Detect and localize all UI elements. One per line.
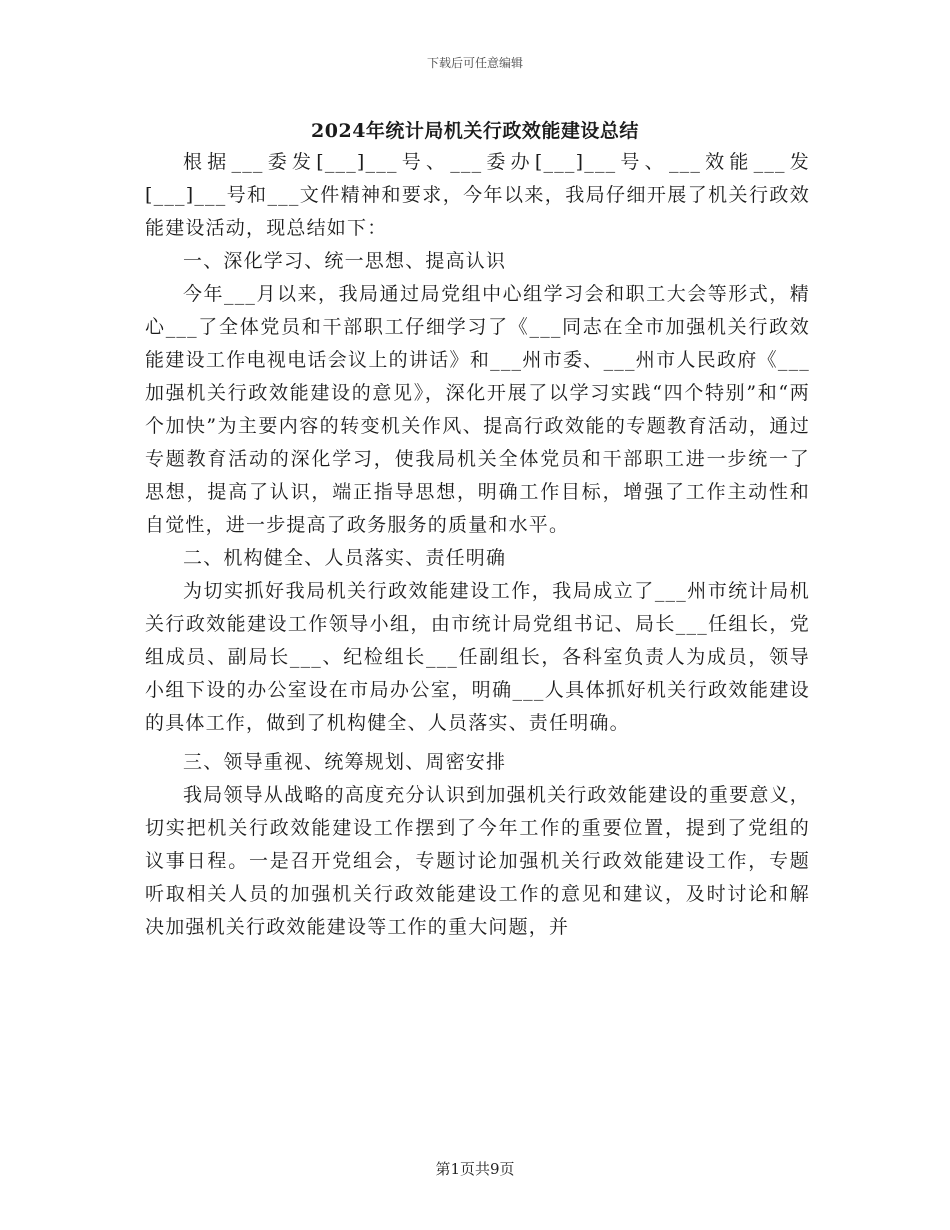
section-paragraph-3: 我局领导从战略的高度充分认识到加强机关行政效能建设的重要意义，切实把机关行政效能建设工作摆到了今年工作的重要位置，提到了党组的议事日程。一是召开党组会，专题讨论加强机关行政效能建设工作，专题听取相关人员的加强机关行政效能建设工作的意见和建议，及时讨论和解决加强机关行政效能建设等工作的重大问题，并 [145,784,810,938]
intro-paragraph: 根据___委发[___]___号、___委办[___]___号、___效能___发[___]___号和___文件精神和要求，今年以来，我局仔细开展了机关行政效能建设活动，现总结如下： [145,151,810,239]
document-body [145,146,810,944]
section-heading-2: 二、机构健全、人员落实、责任明确 [183,547,507,569]
section-heading-1: 一、深化学习、统一思想、提高认识 [183,250,507,272]
section-heading-3: 三、领导重视、统筹规划、周密安排 [183,751,507,773]
section-paragraph-1: 今年___月以来，我局通过局党组中心组学习会和职工大会等形式，精心___了全体党员和干部职工仔细学习了《___同志在全市加强机关行政效能建设工作电视电话会议上的讲话》和___州市委、___州市人民政府《___加强机关行政效能建设的意见》，深化开展了以学习实践“四个特别”和“两个加快”为主要内容的转变机关作风、提高行政效能的专题教育活动，通过专题教育活动的深化学习，使我局机关全体党员和干部职工进一步统一了思想，提高了认识，端正指导思想，明确工作目标，增强了工作主动性和自觉性，进一步提高了政务服务的质量和水平。 [145,283,810,536]
page-number: 第1页共9页 [435,1160,515,1178]
document-title: 2024年统计局机关行政效能建设总结 [311,120,639,142]
section-paragraph-2: 为切实抓好我局机关行政效能建设工作，我局成立了___州市统计局机关行政效能建设工作领导小组，由市统计局党组书记、局长___任组长，党组成员、副局长___、纪检组长___任副组长，各科室负责人为成员，领导小组下设的办公室设在市局办公室，明确___人具体抓好机关行政效能建设的具体工作，做到了机构健全、人员落实、责任明确。 [145,580,810,734]
page-header-note: 下载后可任意编辑 [426,56,523,70]
